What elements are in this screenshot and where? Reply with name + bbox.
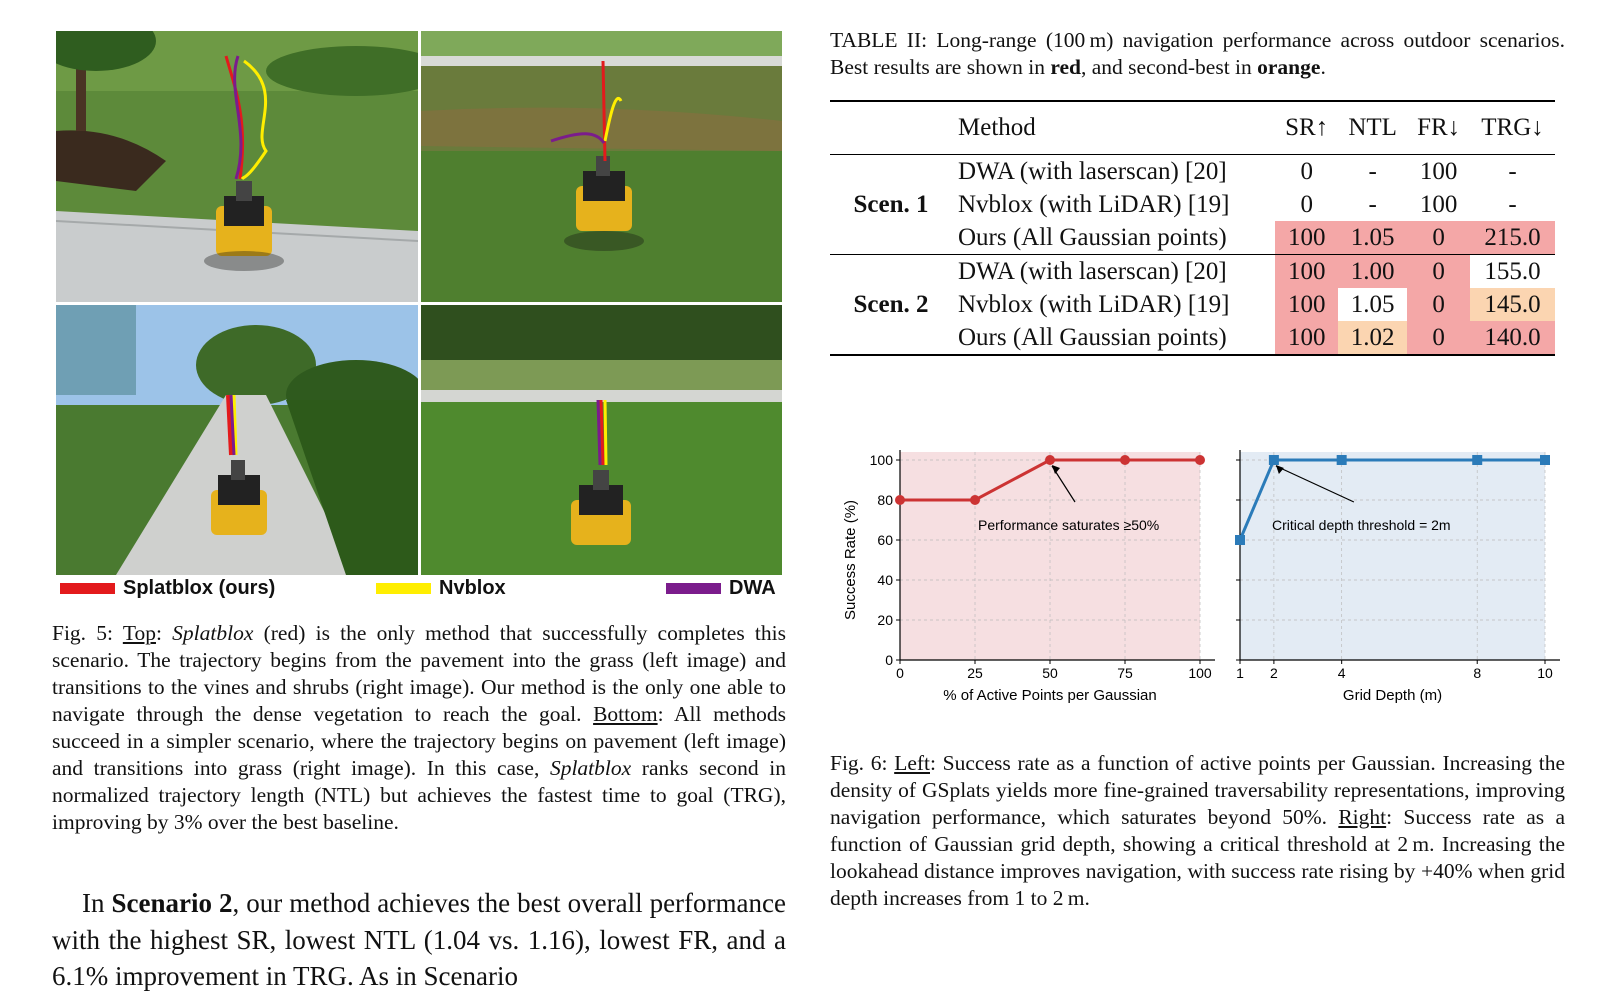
axis-label-x: % of Active Points per Gaussian <box>943 687 1157 704</box>
body-scenario: Scenario 2 <box>111 888 233 918</box>
trg-cell: 155.0 <box>1484 257 1541 285</box>
header-fr: FR↓ <box>1407 101 1470 155</box>
tick-label-x: 1 <box>1236 665 1244 681</box>
fig5-method-name-2: Splatblox <box>549 756 632 780</box>
tick-label-x: 0 <box>896 665 904 681</box>
ntl-cell: 1.05 <box>1350 290 1395 318</box>
results-table <box>830 100 1555 356</box>
ntl-cell: - <box>1368 157 1377 185</box>
body-paragraph <box>52 885 786 995</box>
header-ntl: NTL <box>1338 101 1407 155</box>
fig5-bottom-label: Bottom <box>593 702 658 726</box>
tick-label-y: 20 <box>877 612 893 628</box>
method-cell: Ours (All Gaussian points) <box>952 321 1275 355</box>
legend-label-nvblox: Nvblox <box>439 577 506 599</box>
fig5-top-label: Top <box>122 621 156 645</box>
tick-label-x: 4 <box>1337 665 1346 681</box>
trg-cell: - <box>1508 157 1517 185</box>
trajectory-legend <box>56 577 786 605</box>
figure6-charts <box>830 440 1565 730</box>
header-method: Method <box>952 101 1275 155</box>
ntl-cell: - <box>1368 190 1377 218</box>
figure6-caption <box>830 750 1565 912</box>
data-point <box>1269 455 1279 465</box>
tick-label-x: 2 <box>1269 665 1278 681</box>
trg-cell: 215.0 <box>1470 221 1555 255</box>
table-header-row <box>830 101 1555 155</box>
tick-label-y: 0 <box>885 652 893 668</box>
header-scenario <box>830 101 952 155</box>
table2-caption-red: red <box>1050 55 1081 79</box>
header-sr: SR↑ <box>1275 101 1338 155</box>
tick-label-x: 100 <box>1188 665 1212 681</box>
trg-cell: 140.0 <box>1470 321 1555 355</box>
fr-cell: 100 <box>1419 157 1458 185</box>
trg-cell: - <box>1508 190 1517 218</box>
legend-splatblox <box>60 577 275 600</box>
photo-scenario2-right <box>421 305 782 575</box>
table2-caption-a: TABLE II: Long-range (100 m) navigation performance across outdoor scenarios. Best results are shown in <box>830 28 1565 79</box>
table2-caption-b: , and second-best in <box>1081 55 1252 79</box>
fig5-method-name: Splatblox <box>172 621 254 645</box>
legend-swatch-splatblox <box>60 583 115 594</box>
scenario-label: Scen. 2 <box>830 255 952 356</box>
chart-plot-area <box>1240 452 1545 660</box>
table-row <box>830 255 1555 289</box>
data-point <box>1120 455 1130 465</box>
tick-label-x: 10 <box>1537 665 1553 681</box>
data-point <box>1195 455 1205 465</box>
photo-scenario1-right <box>421 31 782 302</box>
data-point <box>1235 535 1245 545</box>
tick-label-y: 100 <box>869 452 893 468</box>
fig5-part1: (red) is the only method that successfully completes this scenario. The trajectory begins from the pavement into the grass (left image) and transitions to the vines and shrubs (right image). Our method is the only one able to navigate through the dense vegetation to reach the goal. <box>52 621 786 726</box>
data-point <box>1472 455 1482 465</box>
legend-nvblox <box>376 577 506 600</box>
legend-dwa <box>666 577 776 600</box>
legend-label-splatblox: Splatblox (ours) <box>123 577 276 599</box>
header-trg: TRG↓ <box>1470 101 1555 155</box>
axis-label-x: Grid Depth (m) <box>1342 687 1443 704</box>
method-cell: Nvblox (with LiDAR) [19] <box>958 190 1230 218</box>
ntl-cell: 1.05 <box>1338 221 1407 255</box>
fig5-part3: ranks second in normalized trajectory length (NTL) but achieves the fastest time to goal (TRG), improving by 3% over the best baseline. <box>52 756 787 834</box>
sr-cell: 0 <box>1300 190 1313 218</box>
figure5-caption: Fig. 5: Top: Splatblox (red) is the only method that successfully completes this scenario. The trajectory begins from the pavement into the grass (left image) and transitions to the vines and shrubs (right image). Our method is the only one able to navigate through the dense vegetation to reach the goal. Bottom: All methods succeed in a simpler scenario, where the trajectory begins on pavement (left image) and transitions into grass (right image). In this case, Splatblox ranks second in normalized trajectory length (NTL) but achieves the fastest time to goal (TRG), improving by 3% over the best baseline. <box>52 621 787 834</box>
ntl-cell: 1.02 <box>1338 321 1407 355</box>
tick-label-y: 80 <box>877 492 893 508</box>
sr-cell: 0 <box>1300 157 1313 185</box>
sr-cell: 100 <box>1275 255 1338 289</box>
body-in: In <box>82 888 105 918</box>
tick-label-x: 25 <box>967 665 983 681</box>
fr-cell: 0 <box>1407 321 1470 355</box>
table2-caption-c: . <box>1320 55 1326 79</box>
chart-panel-1 <box>1235 450 1560 704</box>
sr-cell: 100 <box>1275 221 1338 255</box>
data-point <box>970 495 980 505</box>
trg-cell: 145.0 <box>1470 288 1555 321</box>
method-cell: DWA (with laserscan) [20] <box>958 157 1227 185</box>
fig5-label: Fig. 5: <box>52 621 113 645</box>
data-point <box>1337 455 1347 465</box>
fr-cell: 0 <box>1407 255 1470 289</box>
sr-cell: 100 <box>1275 288 1338 321</box>
axis-label-y: Success Rate (%) <box>842 499 859 621</box>
fig6-right-label: Right <box>1338 805 1387 829</box>
fig6-part1: : Success rate as a function of active points per Gaussian. Increasing the density of GSplats yields more fine-grained traversability representations, improving navigation performance, which saturates beyond 50%. <box>830 751 1565 829</box>
photo-scenario2-left <box>56 305 418 575</box>
tick-label-y: 40 <box>877 572 893 588</box>
data-point <box>1540 455 1550 465</box>
annotation-label: Critical depth threshold = 2m <box>1272 517 1451 533</box>
body-rest: , our method achieves the best overall performance with the highest SR, lowest NTL (1.04 vs. 1.16), lowest FR, and a 6.1% improvement in TRG. As in Scenario <box>52 888 786 991</box>
annotation-label: Performance saturates ≥50% <box>978 517 1160 533</box>
scenario-label: Scen. 1 <box>830 155 952 255</box>
legend-swatch-nvblox <box>376 583 431 594</box>
photo-scenario1-left <box>56 31 418 302</box>
method-cell: Ours (All Gaussian points) <box>952 221 1275 255</box>
legend-swatch-dwa <box>666 583 721 594</box>
method-cell: Nvblox (with LiDAR) [19] <box>958 290 1230 318</box>
fr-cell: 0 <box>1407 221 1470 255</box>
tick-label-x: 75 <box>1117 665 1133 681</box>
tick-label-y: 60 <box>877 532 893 548</box>
fr-cell: 0 <box>1407 288 1470 321</box>
fr-cell: 100 <box>1419 190 1458 218</box>
fig5-part2: : All methods succeed in a simpler scenario, where the trajectory begins on pavement (left image) and transitions into grass (right image). In this case, <box>52 702 786 780</box>
tick-label-x: 50 <box>1042 665 1058 681</box>
table-row <box>830 155 1555 189</box>
fig6-part2: : Success rate as a function of Gaussian grid depth, showing a critical threshold at 2 m. Increasing the lookahead distance improves navigation, with success rate rising by +40% when grid depth increases from 1 to 2 m. <box>830 805 1566 910</box>
fig6-left-label: Left <box>894 751 930 775</box>
tick-label-x: 8 <box>1473 665 1482 681</box>
data-point <box>1045 455 1055 465</box>
method-cell: DWA (with laserscan) [20] <box>958 257 1227 285</box>
sr-cell: 100 <box>1275 321 1338 355</box>
fig6-label: Fig. 6: <box>830 751 888 775</box>
data-point <box>895 495 905 505</box>
ntl-cell: 1.00 <box>1338 255 1407 289</box>
table2-caption <box>830 27 1565 81</box>
chart-panel-0 <box>842 450 1215 704</box>
legend-label-dwa: DWA <box>729 577 776 599</box>
table2-caption-orange: orange <box>1257 55 1321 79</box>
